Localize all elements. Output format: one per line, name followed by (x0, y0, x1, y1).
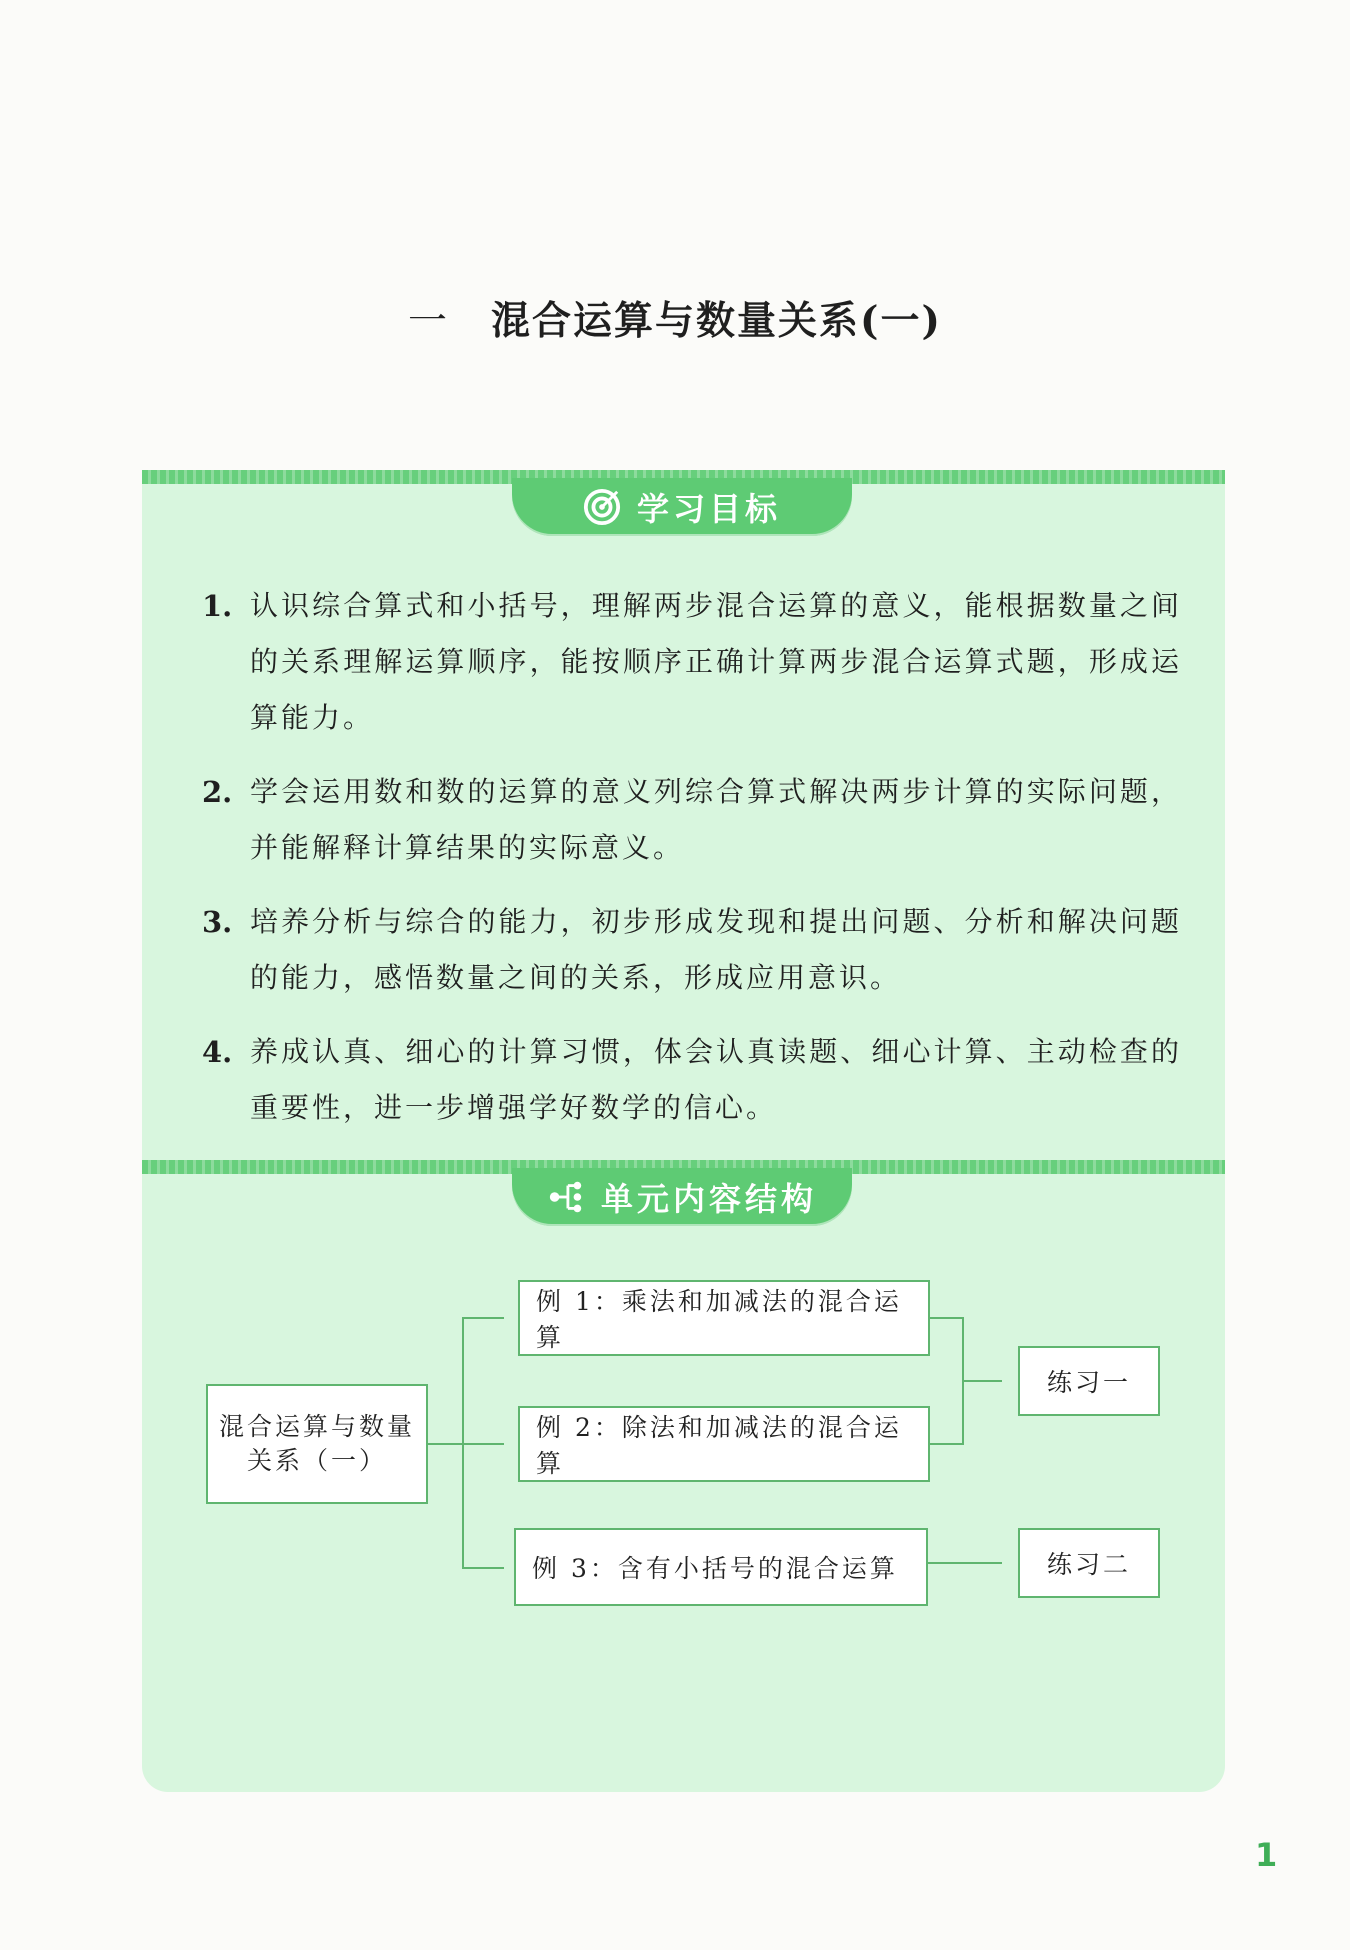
objective-number: 3. (202, 905, 233, 939)
objective-text: 养成认真、细心的计算习惯，体会认真读题、细心计算、主动检查的重要性，进一步增强学好数学的信心。 (250, 1035, 1182, 1124)
exercise-box-1: 练习一 (1018, 1346, 1160, 1416)
objective-number: 4. (202, 1035, 233, 1069)
connector-line (462, 1317, 504, 1319)
section-heading-structure: 单元内容结构 (600, 1180, 817, 1218)
structure-diagram (142, 470, 1225, 1792)
chapter-title: 混合运算与数量关系(一) (491, 298, 942, 344)
objective-number: 1. (202, 589, 233, 623)
exercise-box-2: 练习二 (1018, 1528, 1160, 1598)
connector-line (928, 1443, 964, 1445)
page-title (0, 290, 1350, 346)
connector-line (928, 1317, 964, 1319)
connector-line (426, 1443, 462, 1445)
example-box-2: 例 2：除法和加减法的混合运算 (518, 1406, 930, 1482)
connector-line (928, 1562, 1002, 1564)
connector-line (962, 1380, 1002, 1382)
example-box-3: 例 3：含有小括号的混合运算 (514, 1528, 928, 1606)
chapter-number: 一 (408, 299, 450, 344)
objective-text: 培养分析与综合的能力，初步形成发现和提出问题、分析和解决问题的能力，感悟数量之间的关系，形成应用意识。 (250, 905, 1182, 994)
page-number: 1 (1255, 1836, 1278, 1874)
objective-text: 学会运用数和数的运算的意义列综合算式解决两步计算的实际问题，并能解释计算结果的实际意义。 (250, 775, 1182, 864)
section-heading-objectives: 学习目标 (636, 490, 781, 528)
content-panel (142, 470, 1225, 1792)
root-box: 混合运算与数量关系（一） (206, 1384, 428, 1504)
objective-text: 认识综合算式和小括号，理解两步混合运算的意义，能根据数量之间的关系理解运算顺序，能按顺序正确计算两步混合运算式题，形成运算能力。 (250, 589, 1182, 734)
connector-line (462, 1443, 504, 1445)
connector-line (462, 1567, 504, 1569)
example-box-1: 例 1：乘法和加减法的混合运算 (518, 1280, 930, 1356)
objective-number: 2. (202, 775, 233, 809)
